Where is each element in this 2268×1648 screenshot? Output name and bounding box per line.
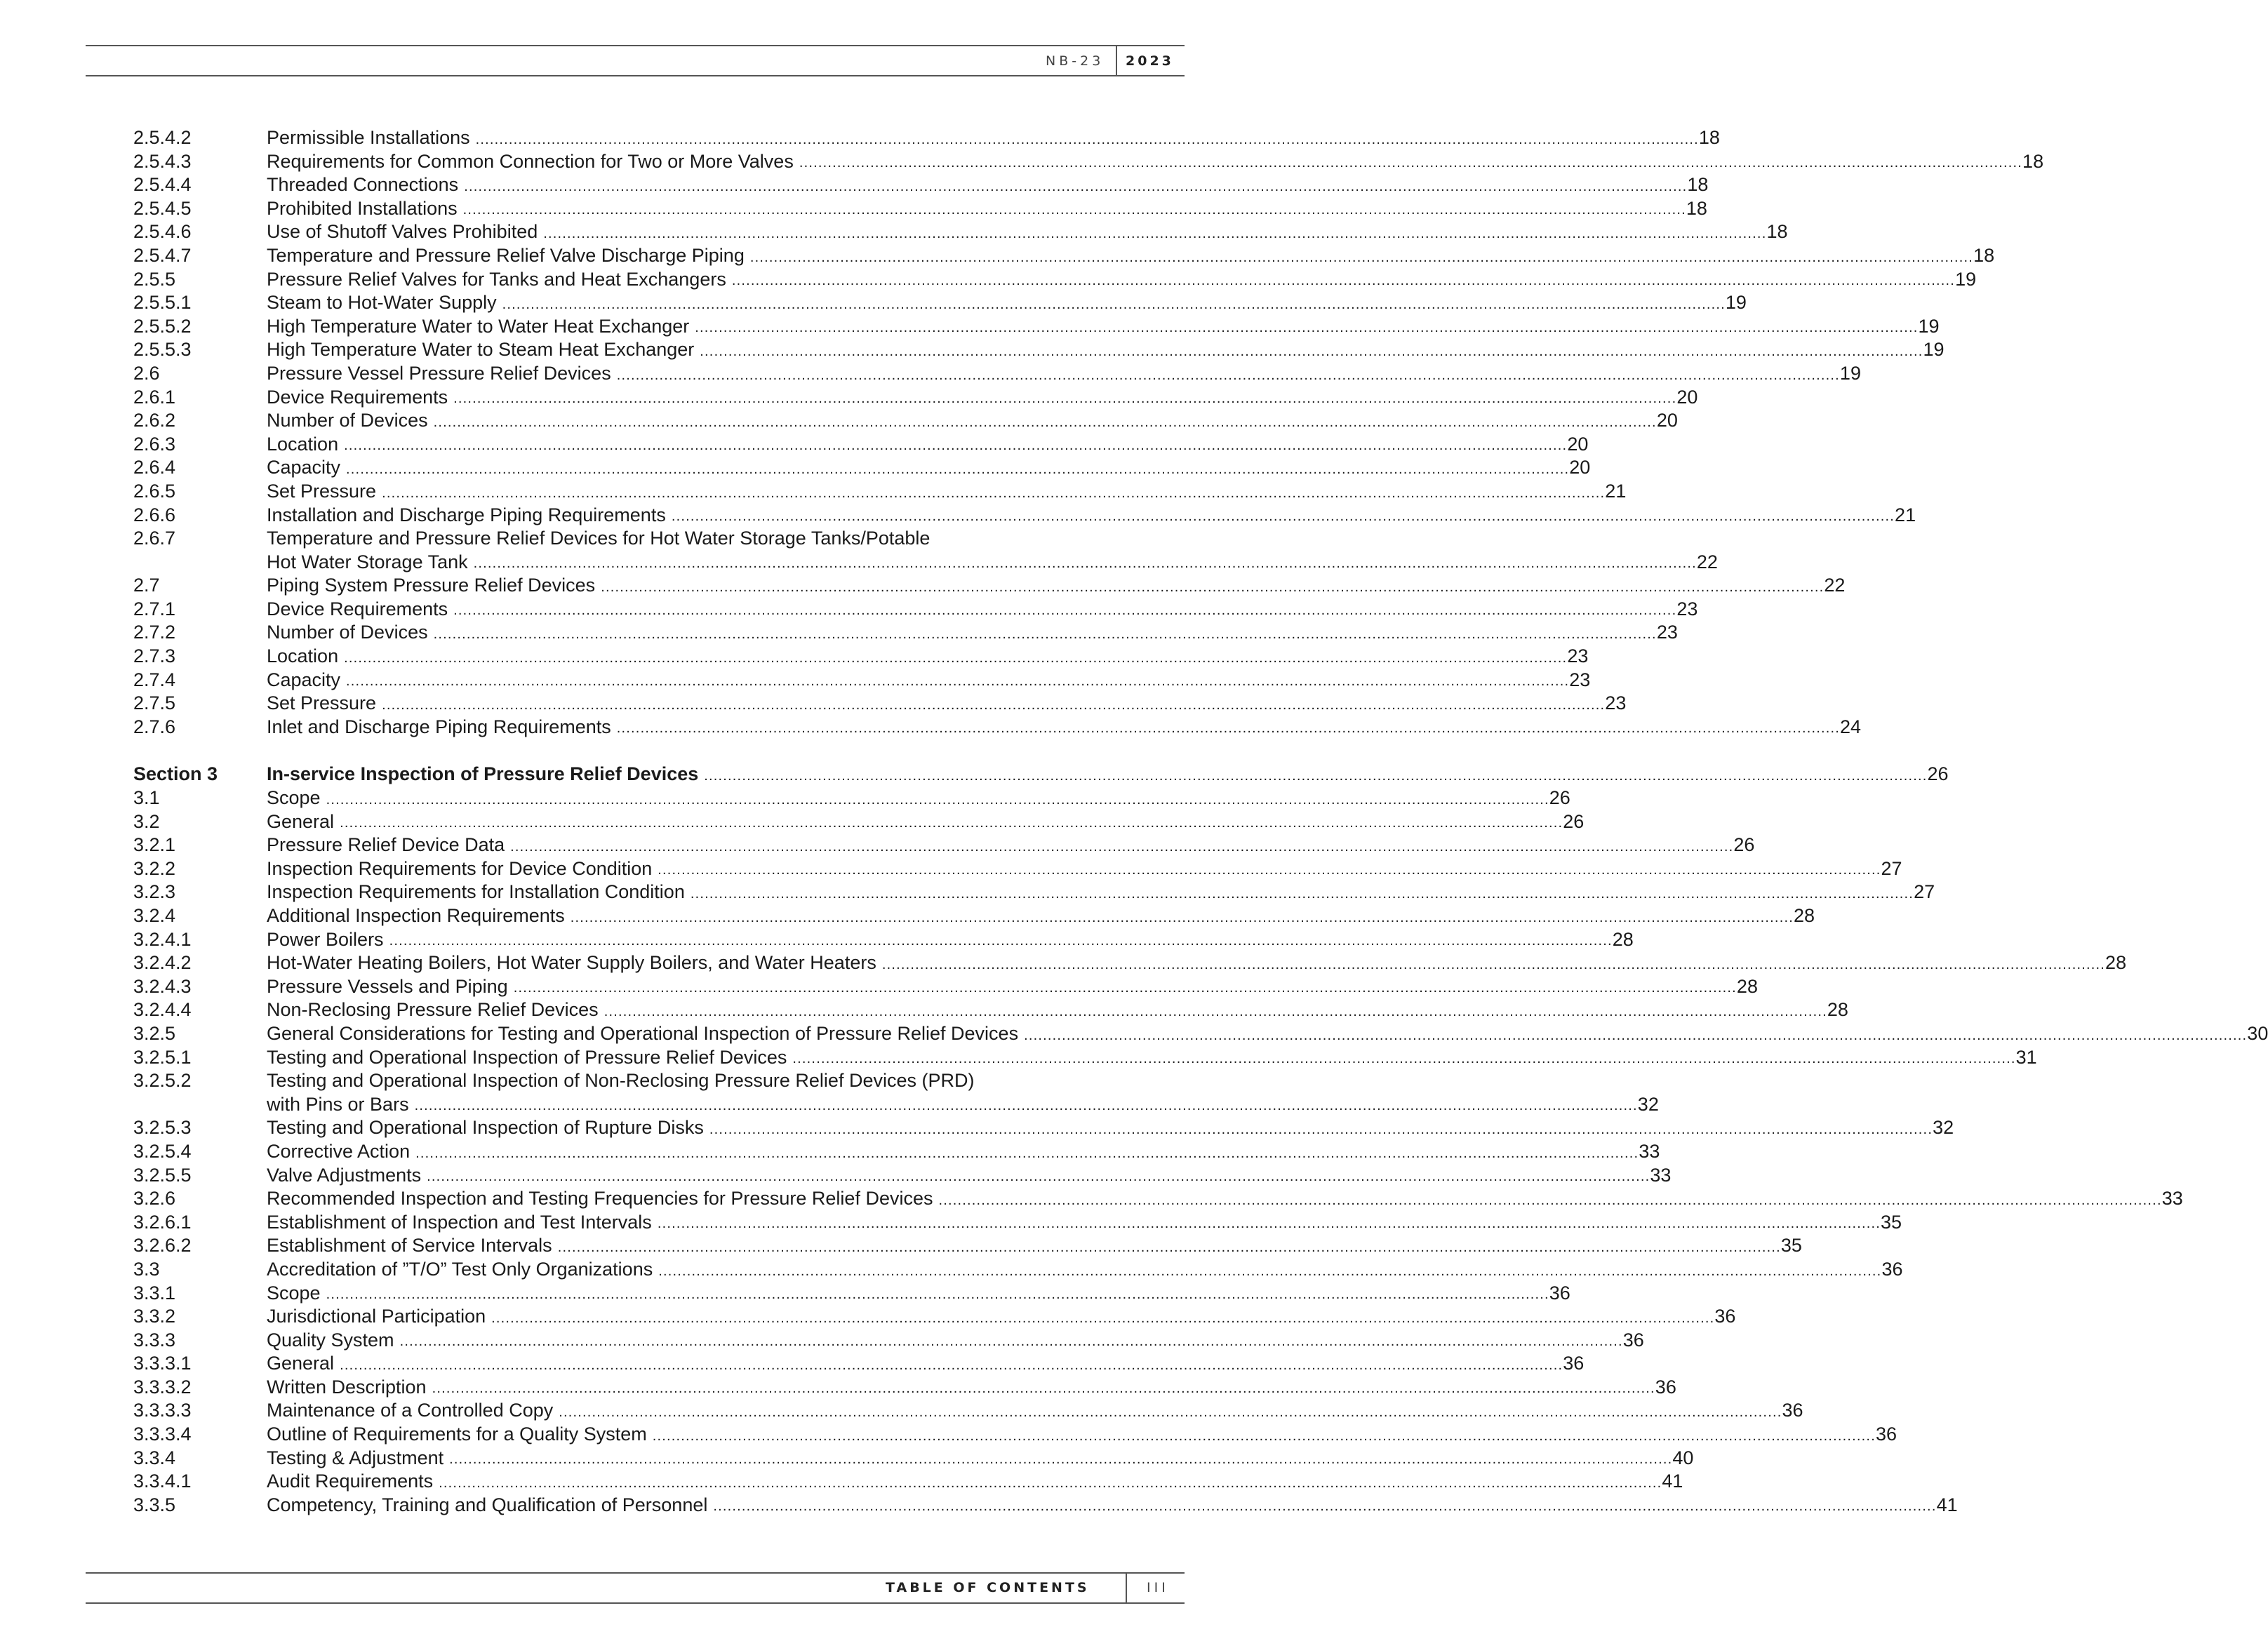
toc-entry-page: 18 — [1698, 127, 1720, 148]
toc-entry[interactable] — [133, 928, 1634, 952]
toc-entry-number: 2.7.2 — [133, 622, 176, 643]
toc-entry-page: 22 — [1824, 575, 1846, 596]
toc-entry-title: General — [267, 1353, 335, 1374]
toc-entry-page: 31 — [2015, 1046, 2037, 1068]
dot-leader: .................................................................................................................................................................................................................................................................. — [439, 1475, 1662, 1491]
toc-entry-number: 3.2 — [133, 810, 160, 832]
toc-entry-title: Establishment of Service Intervals — [267, 1235, 552, 1257]
toc-entry-page: 23 — [1605, 692, 1627, 714]
toc-entry-page: 28 — [1612, 928, 1634, 950]
toc-entry-number: 2.5.5.3 — [133, 339, 192, 361]
toc-entry[interactable] — [133, 409, 1678, 433]
dot-leader: .................................................................................................................................................................................................................................................................. — [344, 438, 1568, 454]
toc-entry-title: Capacity — [267, 457, 341, 478]
toc-entry-title: Audit Requirements — [267, 1471, 434, 1492]
table-of-contents — [133, 126, 2268, 1517]
toc-entry-title: Inspection Requirements for Device Condition — [267, 857, 653, 879]
toc-entry-page: 23 — [1567, 645, 1589, 667]
footer-section-label: TABLE OF CONTENTS — [886, 1580, 1090, 1595]
toc-entry-number: 2.5.5.1 — [133, 292, 192, 314]
dot-leader: .................................................................................................................................................................................................................................................................. — [464, 178, 1688, 194]
toc-entry-title: High Temperature Water to Steam Heat Exchanger — [267, 339, 695, 361]
toc-entry-page: 20 — [1567, 433, 1589, 455]
toc-entry[interactable] — [133, 598, 1698, 622]
toc-entry[interactable] — [133, 1187, 2183, 1211]
dot-leader: .................................................................................................................................................................................................................................................................. — [346, 461, 1570, 477]
toc-entry-number: 2.6.5 — [133, 480, 176, 502]
toc-entry-page: 35 — [1881, 1211, 1902, 1233]
toc-entry-page: 36 — [1714, 1306, 1736, 1327]
toc-entry-page: 19 — [1839, 362, 1861, 384]
toc-entry-title: Hot-Water Heating Boilers, Hot Water Supply Boilers, and Water Heaters — [267, 952, 876, 974]
toc-entry-title: Scope — [267, 1282, 321, 1304]
dot-leader: .................................................................................................................................................................................................................................................................. — [792, 1051, 2016, 1067]
toc-entry[interactable] — [133, 456, 1591, 480]
toc-entry-page: 32 — [1637, 1093, 1659, 1115]
toc-entry-title: Corrective Action — [267, 1140, 411, 1162]
toc-entry-number: 2.5.4.3 — [133, 150, 192, 172]
toc-entry[interactable] — [133, 1282, 1570, 1306]
toc-entry[interactable] — [133, 857, 1902, 881]
toc-entry-number: 2.6.2 — [133, 410, 176, 431]
toc-entry[interactable] — [133, 951, 2127, 975]
dot-leader: .................................................................................................................................................................................................................................................................. — [382, 485, 1606, 501]
header-year: 2023 — [1126, 53, 1174, 69]
dot-leader: .................................................................................................................................................................................................................................................................. — [570, 909, 1794, 925]
toc-entry-title: Pressure Relief Device Data — [267, 834, 505, 856]
dot-leader: .................................................................................................................................................................................................................................................................. — [658, 1263, 1882, 1279]
toc-entry-number: 2.5.4.5 — [133, 197, 192, 219]
footer-page-number: III — [1147, 1580, 1169, 1595]
toc-entry-page: 36 — [1875, 1423, 1897, 1445]
dot-leader: .................................................................................................................................................................................................................................................................. — [695, 320, 1919, 336]
toc-entry-number: 3.3 — [133, 1258, 160, 1280]
toc-entry[interactable] — [133, 975, 1758, 999]
toc-entry[interactable] — [133, 268, 1977, 292]
toc-entry-title: Piping System Pressure Relief Devices — [267, 575, 596, 596]
footer-top-rule — [86, 1572, 1185, 1574]
toc-entry[interactable] — [133, 527, 1718, 574]
toc-entry-number: 2.7 — [133, 575, 160, 596]
toc-entry-title: Device Requirements — [267, 386, 448, 408]
toc-entry-page: 36 — [1655, 1376, 1676, 1398]
toc-entry-title: Installation and Discharge Piping Requirements — [267, 504, 666, 525]
toc-entry-page: 40 — [1672, 1447, 1694, 1468]
toc-entry-title: Recommended Inspection and Testing Frequencies for Pressure Relief Devices — [267, 1188, 933, 1210]
toc-entry-page: 36 — [1549, 1282, 1570, 1304]
toc-entry-number: 3.2.1 — [133, 834, 176, 856]
dot-leader: .................................................................................................................................................................................................................................................................. — [462, 202, 1686, 218]
toc-entry-title: Temperature and Pressure Relief Devices for Hot Water Storage Tanks/Potable — [267, 528, 930, 549]
toc-entry-number: 2.6.3 — [133, 433, 176, 455]
toc-entry-title: Temperature and Pressure Relief Valve Discharge Piping — [267, 244, 745, 266]
toc-entry-title: Quality System — [267, 1329, 394, 1351]
dot-leader: .................................................................................................................................................................................................................................................................. — [510, 838, 1734, 855]
toc-entry[interactable] — [133, 291, 1747, 315]
toc-entry-number: 3.3.2 — [133, 1306, 176, 1327]
dot-leader: .................................................................................................................................................................................................................................................................. — [616, 367, 1840, 383]
toc-entry-page: 21 — [1605, 480, 1627, 502]
dot-leader: .................................................................................................................................................................................................................................................................. — [713, 1499, 1937, 1515]
toc-entry-title: Outline of Requirements for a Quality System — [267, 1423, 647, 1445]
toc-entry[interactable] — [133, 1470, 1683, 1494]
dot-leader: .................................................................................................................................................................................................................................................................. — [543, 225, 1767, 241]
toc-entry-number: 3.2.5.4 — [133, 1140, 192, 1162]
toc-entry-title: Inspection Requirements for Installation Condition — [267, 881, 685, 903]
toc-entry-title: Location — [267, 433, 339, 455]
toc-entry-title: Testing and Operational Inspection of Rupture Disks — [267, 1117, 704, 1139]
toc-entry-number: 2.7.3 — [133, 645, 176, 667]
dot-leader: .................................................................................................................................................................................................................................................................. — [603, 1003, 1827, 1019]
dot-leader: .................................................................................................................................................................................................................................................................. — [652, 1428, 1876, 1444]
toc-entry-number: 3.2.4.1 — [133, 928, 192, 950]
toc-entry[interactable] — [133, 338, 1945, 362]
toc-entry-title: Maintenance of a Controlled Copy — [267, 1400, 554, 1421]
dot-leader: .................................................................................................................................................................................................................................................................. — [473, 556, 1697, 572]
toc-entry-title: Power Boilers — [267, 928, 384, 950]
toc-entry-page: 19 — [1923, 339, 1945, 361]
toc-entry[interactable] — [133, 716, 1862, 739]
toc-entry[interactable] — [133, 574, 1846, 598]
dot-leader: .................................................................................................................................................................................................................................................................. — [346, 674, 1570, 690]
toc-entry-number: 3.2.2 — [133, 857, 176, 879]
toc-entry[interactable] — [133, 763, 1949, 786]
toc-entry-number: 2.5.5.2 — [133, 315, 192, 337]
dot-leader: .................................................................................................................................................................................................................................................................. — [502, 296, 1726, 312]
toc-entry-number: 2.5.4.4 — [133, 174, 192, 196]
toc-entry-number: 2.7.1 — [133, 598, 176, 619]
toc-entry-page: 19 — [1725, 292, 1747, 314]
toc-entry[interactable] — [133, 197, 1707, 221]
toc-entry-title: Number of Devices — [267, 410, 428, 431]
dot-leader: .................................................................................................................................................................................................................................................................. — [433, 414, 1657, 430]
toc-entry-page: 41 — [1936, 1494, 1958, 1515]
dot-leader: .................................................................................................................................................................................................................................................................. — [658, 862, 1881, 878]
toc-entry[interactable] — [133, 621, 1678, 645]
toc-entry[interactable] — [133, 1022, 2268, 1046]
toc-entry[interactable] — [133, 244, 1995, 268]
dot-leader: .................................................................................................................................................................................................................................................................. — [709, 1121, 1933, 1137]
toc-entry[interactable] — [133, 362, 1861, 386]
toc-entry-title: Requirements for Common Connection for Two or More Valves — [267, 150, 794, 172]
dot-leader: .................................................................................................................................................................................................................................................................. — [1024, 1027, 2248, 1043]
toc-entry-title: Set Pressure — [267, 480, 377, 502]
toc-entry-number: 3.2.5.1 — [133, 1046, 192, 1068]
toc-entry-page: 33 — [1650, 1164, 1672, 1186]
toc-entry[interactable] — [133, 1046, 2037, 1070]
toc-entry-title-continued: with Pins or Bars — [267, 1093, 409, 1115]
toc-entry[interactable] — [133, 786, 1570, 810]
toc-entry-number: 2.5.4.7 — [133, 244, 192, 266]
toc-entry[interactable] — [133, 433, 1589, 457]
toc-entry-page: 18 — [1687, 174, 1709, 196]
toc-entry[interactable] — [133, 315, 1940, 339]
toc-entry-title: Location — [267, 645, 339, 667]
toc-entry[interactable] — [133, 1164, 1672, 1188]
dot-leader: .................................................................................................................................................................................................................................................................. — [453, 603, 1677, 619]
toc-entry-number: 2.7.6 — [133, 716, 176, 737]
toc-entry-number: 2.7.5 — [133, 692, 176, 714]
toc-entry-number: 3.3.3.1 — [133, 1353, 192, 1374]
dot-leader: .................................................................................................................................................................................................................................................................. — [399, 1334, 1623, 1350]
toc-entry-number: 3.3.4 — [133, 1447, 176, 1468]
toc-entry-title: Use of Shutoff Valves Prohibited — [267, 221, 538, 243]
toc-entry-title: Non-Reclosing Pressure Relief Devices — [267, 999, 599, 1021]
toc-entry-title: Number of Devices — [267, 622, 428, 643]
toc-entry-page: 26 — [1927, 763, 1949, 785]
toc-entry[interactable] — [133, 1116, 1954, 1140]
toc-entry[interactable] — [133, 1376, 1676, 1400]
toc-entry[interactable] — [133, 833, 1755, 857]
dot-leader: .................................................................................................................................................................................................................................................................. — [389, 933, 1613, 949]
toc-entry-number: 3.2.3 — [133, 881, 176, 903]
toc-entry-page: 18 — [1973, 244, 1995, 266]
toc-entry-page: 35 — [1780, 1235, 1802, 1257]
toc-entry[interactable] — [133, 126, 1720, 150]
dot-leader: .................................................................................................................................................................................................................................................................. — [700, 343, 1923, 359]
toc-entry[interactable] — [133, 1352, 1585, 1376]
toc-entry[interactable] — [133, 1329, 1644, 1353]
toc-entry-page: 19 — [1955, 268, 1977, 290]
toc-entry[interactable] — [133, 1447, 1694, 1471]
dot-leader: .................................................................................................................................................................................................................................................................. — [690, 886, 1914, 902]
toc-entry-page: 28 — [1827, 999, 1848, 1021]
dot-leader: .................................................................................................................................................................................................................................................................. — [326, 1287, 1549, 1303]
toc-entry-page: 18 — [1686, 197, 1707, 219]
toc-entry-title: Establishment of Inspection and Test Intervals — [267, 1211, 652, 1233]
dot-leader: .................................................................................................................................................................................................................................................................. — [799, 155, 2023, 171]
toc-entry-number: 3.3.3.3 — [133, 1400, 192, 1421]
header-divider — [1116, 46, 1117, 75]
dot-leader: .................................................................................................................................................................................................................................................................. — [340, 815, 1563, 831]
toc-entry-title: Prohibited Installations — [267, 197, 458, 219]
dot-leader: .................................................................................................................................................................................................................................................................. — [382, 697, 1606, 713]
toc-entry-title: Inlet and Discharge Piping Requirements — [267, 716, 611, 737]
toc-entry[interactable] — [133, 1494, 1958, 1518]
dot-leader: .................................................................................................................................................................................................................................................................. — [513, 980, 1737, 996]
dot-leader: .................................................................................................................................................................................................................................................................. — [616, 721, 1840, 737]
header-top-rule — [86, 45, 1185, 46]
toc-entry-title: Capacity — [267, 669, 341, 690]
toc-entry-number: Section 3 — [133, 763, 218, 785]
toc-entry-number: 2.5.5 — [133, 268, 176, 290]
toc-entry-title: General Considerations for Testing and Operational Inspection of Pressure Relief Devices — [267, 1022, 1019, 1044]
toc-entry-title: Testing and Operational Inspection of Pressure Relief Devices — [267, 1046, 787, 1068]
dot-leader: .................................................................................................................................................................................................................................................................. — [491, 1310, 1715, 1326]
toc-spacer — [133, 739, 1138, 763]
toc-entry-page: 33 — [2161, 1188, 2183, 1210]
toc-entry-page: 41 — [1662, 1471, 1683, 1492]
toc-entry[interactable] — [133, 1258, 1903, 1282]
toc-entry-title: Pressure Vessels and Piping — [267, 975, 508, 997]
toc-entry-page: 19 — [1918, 315, 1940, 337]
toc-entry[interactable] — [133, 150, 2044, 174]
dot-leader: .................................................................................................................................................................................................................................................................. — [671, 509, 1895, 525]
dot-leader: .................................................................................................................................................................................................................................................................. — [344, 650, 1568, 666]
dot-leader: .................................................................................................................................................................................................................................................................. — [749, 249, 1974, 265]
toc-entry-number: 3.3.3.2 — [133, 1376, 192, 1398]
toc-entry-page: 21 — [1895, 504, 1916, 525]
dot-leader: .................................................................................................................................................................................................................................................................. — [326, 791, 1549, 808]
toc-entry-number: 3.2.4.3 — [133, 975, 192, 997]
toc-entry-number: 3.2.6.2 — [133, 1235, 192, 1257]
dot-leader: .................................................................................................................................................................................................................................................................. — [340, 1357, 1563, 1373]
toc-entry-number: 2.6.7 — [133, 528, 176, 549]
toc-entry-page: 30 — [2247, 1022, 2268, 1044]
toc-entry-title: Accreditation of ”T/O” Test Only Organizations — [267, 1258, 653, 1280]
toc-entry-title: Set Pressure — [267, 692, 377, 714]
dot-leader: .................................................................................................................................................................................................................................................................. — [475, 131, 1699, 147]
toc-entry-number: 3.3.5 — [133, 1494, 176, 1515]
dot-leader: .................................................................................................................................................................................................................................................................. — [414, 1098, 1638, 1114]
footer-bottom-rule — [86, 1602, 1185, 1604]
dot-leader: .................................................................................................................................................................................................................................................................. — [453, 391, 1677, 407]
dot-leader: .................................................................................................................................................................................................................................................................. — [433, 627, 1657, 643]
toc-entry[interactable] — [133, 1234, 1802, 1258]
toc-entry-page: 36 — [1563, 1353, 1585, 1374]
toc-entry-title: Competency, Training and Qualification of Personnel — [267, 1494, 708, 1515]
toc-entry-title: Threaded Connections — [267, 174, 459, 196]
toc-entry-page: 18 — [2022, 150, 2044, 172]
toc-entry-number: 2.6.6 — [133, 504, 176, 525]
toc-entry[interactable] — [133, 645, 1589, 669]
toc-entry[interactable] — [133, 810, 1585, 834]
toc-entry-number: 3.2.4 — [133, 905, 176, 926]
toc-entry[interactable] — [133, 1305, 1736, 1329]
toc-entry[interactable] — [133, 1069, 1659, 1116]
toc-entry-title: Testing and Operational Inspection of Non-Reclosing Pressure Relief Devices (PRD) — [267, 1070, 975, 1092]
toc-entry-number: 3.1 — [133, 787, 160, 809]
toc-entry[interactable] — [133, 504, 1916, 528]
toc-entry-title: Valve Adjustments — [267, 1164, 422, 1186]
toc-entry-page: 27 — [1881, 857, 1902, 879]
toc-entry[interactable] — [133, 904, 1815, 928]
toc-entry-number: 3.3.4.1 — [133, 1471, 192, 1492]
toc-entry-number: 2.5.4.6 — [133, 221, 192, 243]
dot-leader: .................................................................................................................................................................................................................................................................. — [557, 1239, 1781, 1255]
toc-entry-title-continued: Hot Water Storage Tank — [267, 551, 468, 572]
toc-entry[interactable] — [133, 880, 1935, 904]
toc-entry-page: 26 — [1549, 787, 1570, 809]
toc-entry[interactable] — [133, 1140, 1660, 1164]
toc-entry-title: Pressure Vessel Pressure Relief Devices — [267, 362, 611, 384]
toc-entry-title: General — [267, 810, 335, 832]
dot-leader: .................................................................................................................................................................................................................................................................. — [449, 1452, 1673, 1468]
toc-entry-number: 3.3.1 — [133, 1282, 176, 1304]
toc-entry-title: Written Description — [267, 1376, 427, 1398]
toc-entry[interactable] — [133, 1423, 1897, 1447]
toc-entry-title: Permissible Installations — [267, 127, 470, 148]
toc-entry-number: 3.2.5.2 — [133, 1070, 192, 1092]
toc-entry-title: Testing & Adjustment — [267, 1447, 444, 1468]
toc-entry[interactable] — [133, 998, 1848, 1022]
toc-entry-page: 28 — [1736, 975, 1758, 997]
toc-entry-page: 20 — [1656, 410, 1678, 431]
toc-entry-title: Additional Inspection Requirements — [267, 905, 565, 926]
toc-entry-title: Steam to Hot-Water Supply — [267, 292, 497, 314]
toc-entry[interactable] — [133, 386, 1698, 410]
dot-leader: .................................................................................................................................................................................................................................................................. — [601, 579, 1825, 595]
toc-entry-page: 36 — [1881, 1258, 1903, 1280]
toc-entry-number: 2.6.4 — [133, 457, 176, 478]
toc-entry-page: 22 — [1696, 551, 1718, 572]
toc-entry[interactable] — [133, 1399, 1803, 1423]
dot-leader: .................................................................................................................................................................................................................................................................. — [731, 273, 1956, 289]
toc-entry-number: 3.2.4.4 — [133, 999, 192, 1021]
toc-entry[interactable] — [133, 173, 1709, 197]
toc-entry-page: 20 — [1676, 386, 1698, 408]
toc-entry-title: Device Requirements — [267, 598, 448, 619]
toc-entry-title: Scope — [267, 787, 321, 809]
dot-leader: .................................................................................................................................................................................................................................................................. — [432, 1381, 1655, 1397]
footer-divider — [1126, 1574, 1127, 1602]
toc-entry-page: 27 — [1914, 881, 1935, 903]
toc-entry-number: 3.3.3 — [133, 1329, 176, 1351]
toc-entry[interactable] — [133, 669, 1591, 692]
dot-leader: .................................................................................................................................................................................................................................................................. — [427, 1169, 1650, 1185]
header-doc-id: NB-23 — [1046, 53, 1105, 69]
toc-entry-page: 24 — [1840, 716, 1862, 737]
dot-leader: .................................................................................................................................................................................................................................................................. — [881, 956, 2106, 972]
toc-entry-number: 2.7.4 — [133, 669, 176, 690]
toc-entry-page: 32 — [1933, 1117, 1954, 1139]
toc-entry-number: 3.2.4.2 — [133, 952, 192, 974]
toc-entry-page: 23 — [1676, 598, 1698, 619]
toc-entry-page: 20 — [1569, 457, 1591, 478]
toc-entry-page: 23 — [1656, 622, 1678, 643]
toc-entry-page: 28 — [2105, 952, 2127, 974]
dot-leader: .................................................................................................................................................................................................................................................................. — [415, 1145, 1639, 1161]
toc-entry-page: 36 — [1782, 1400, 1803, 1421]
toc-entry-title: In-service Inspection of Pressure Relief Devices — [267, 763, 699, 785]
toc-entry-number: 3.2.6 — [133, 1188, 176, 1210]
toc-entry-page: 26 — [1563, 810, 1585, 832]
toc-entry-page: 28 — [1793, 905, 1815, 926]
toc-entry-page: 36 — [1622, 1329, 1644, 1351]
toc-entry[interactable] — [133, 220, 1788, 244]
toc-entry-page: 26 — [1733, 834, 1755, 856]
toc-entry-number: 3.2.5.5 — [133, 1164, 192, 1186]
toc-entry-number: 3.3.3.4 — [133, 1423, 192, 1445]
toc-entry-number: 3.2.6.1 — [133, 1211, 192, 1233]
dot-leader: .................................................................................................................................................................................................................................................................. — [704, 768, 1928, 784]
toc-entry-title: Jurisdictional Participation — [267, 1306, 486, 1327]
toc-entry-title: High Temperature Water to Water Heat Exchanger — [267, 315, 690, 337]
dot-leader: .................................................................................................................................................................................................................................................................. — [657, 1216, 1881, 1232]
toc-entry[interactable] — [133, 692, 1627, 716]
toc-entry-page: 33 — [1639, 1140, 1660, 1162]
toc-entry-page: 18 — [1766, 221, 1788, 243]
toc-entry[interactable] — [133, 1211, 1902, 1235]
toc-entry-number: 3.2.5.3 — [133, 1117, 192, 1139]
header-bottom-rule — [86, 75, 1185, 76]
dot-leader: .................................................................................................................................................................................................................................................................. — [559, 1405, 1782, 1421]
toc-entry-page: 23 — [1569, 669, 1591, 690]
toc-entry-number: 2.5.4.2 — [133, 127, 192, 148]
toc-entry-number: 2.6.1 — [133, 386, 176, 408]
toc-entry-number: 3.2.5 — [133, 1022, 176, 1044]
toc-entry-title: Pressure Relief Valves for Tanks and Heat Exchangers — [267, 268, 726, 290]
toc-entry[interactable] — [133, 480, 1627, 504]
toc-entry-number: 2.6 — [133, 362, 160, 384]
dot-leader: .................................................................................................................................................................................................................................................................. — [938, 1192, 2162, 1208]
